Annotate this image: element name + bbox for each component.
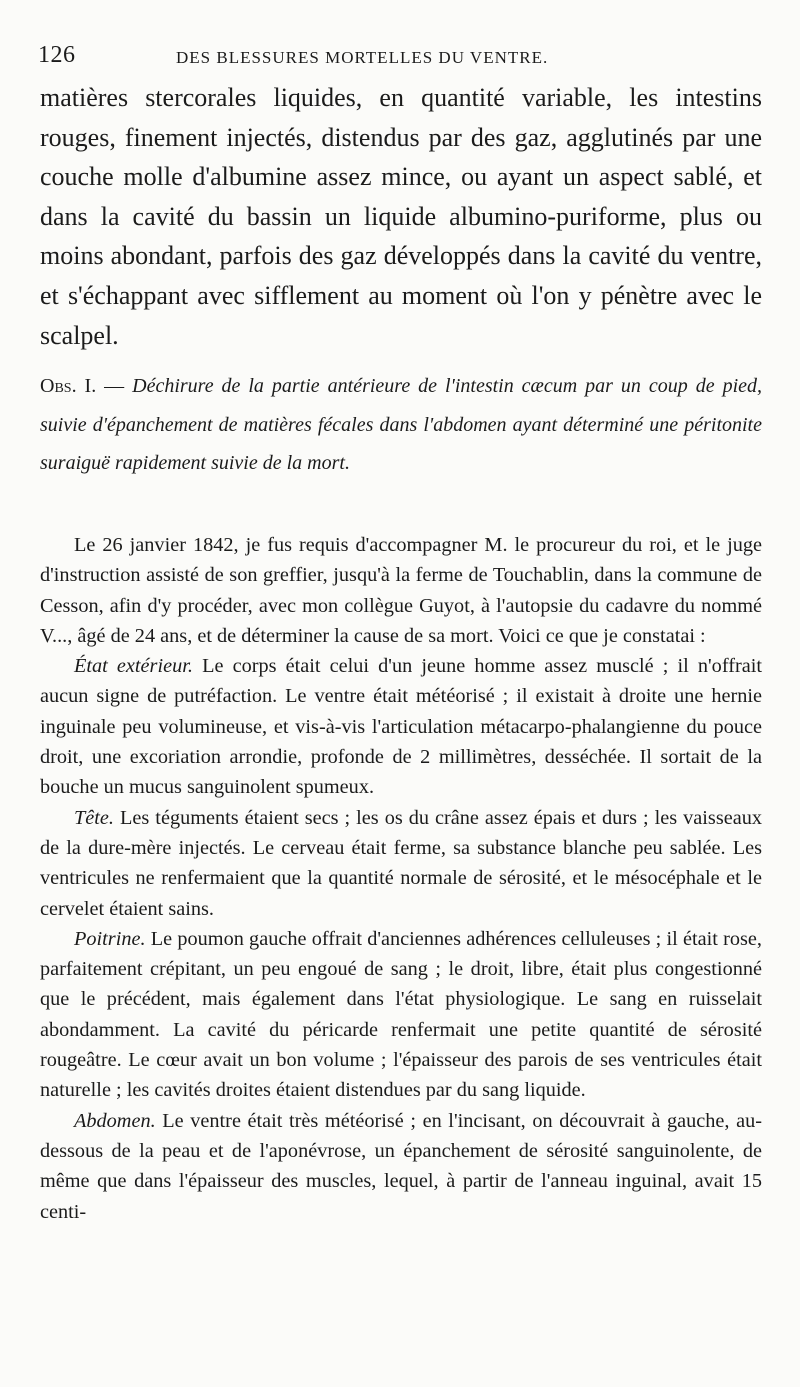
running-title: DES BLESSURES MORTELLES DU VENTRE. — [176, 48, 549, 67]
paragraph-lead: Tête. — [74, 806, 114, 829]
paragraph-requisition — [40, 530, 762, 651]
paragraph-poitrine — [40, 924, 762, 1106]
paragraph-tete — [40, 803, 762, 924]
paragraph-etat-exterieur — [40, 651, 762, 802]
paragraph-text: Le corps était celui d'un jeune homme assez musclé ; il n'offrait aucun signe de putréfaction. Le ventre était météorisé ; il existait à droite une hernie inguinale peu volumineuse, et vis-à-vis l'articulation métacarpo-phalangienne du pouce droit, une excoriation arrondie, profonde de 2 millimètres, desséchée. Il sortait de la bouche un mucus sanguinolent spumeux. — [40, 655, 762, 799]
paragraph-text: Les téguments étaient secs ; les os du crâne assez épais et durs ; les vaisseaux de la dure-mère injectés. Le cerveau était ferme, sa substance blanche peu sablée. Les ventricules ne renfermaient que la quantité normale de sérosité, et le mésocéphale et le cervelet étaient sains. — [40, 806, 762, 920]
observation-label: Obs. I. — — [40, 375, 125, 397]
page-number: 126 — [38, 42, 76, 68]
running-head — [38, 40, 762, 74]
paragraph-lead: Abdomen. — [74, 1109, 156, 1132]
paragraph-text: Le poumon gauche offrait d'anciennes adhérences celluleuses ; il était rose, parfaitement crépitant, un peu engoué de sang ; le droit, libre, était plus congestionné que le précédent, mais également dans l'état physiologique. Le sang en ruisselait abondamment. La cavité du péricarde renfermait une petite quantité de sérosité rougeâtre. Le cœur avait un bon volume ; l'épaisseur des parois de ses ventricules était naturelle ; les cavités droites étaient distendues par du sang liquide. — [40, 927, 762, 1102]
observation-heading — [40, 367, 762, 483]
report-body — [40, 530, 762, 1227]
paragraph-text: Le 26 janvier 1842, je fus requis d'accompagner M. le procureur du roi, et le juge d'instruction assisté de son greffier, jusqu'à la ferme de Touchablin, dans la commune de Cesson, afin d'y procéder, avec mon collègue Guyot, à l'autopsie du cadavre du nommé V..., âgé de 24 ans, et de déterminer la cause de sa mort. Voici ce que je constatai : — [40, 534, 762, 647]
paragraph-lead: Poitrine. — [74, 927, 146, 950]
paragraph-lead: État extérieur. — [74, 655, 193, 678]
intro-paragraph: matières stercorales liquides, en quantité variable, les intestins rouges, finement injectés, distendus par des gaz, agglutinés par une couche molle d'albumine assez mince, ou ayant un aspect sablé, et dans la cavité du bassin un liquide albumino-puriforme, plus ou moins abondant, parfois des gaz développés dans la cavité du ventre, et s'échappant avec sifflement au moment où l'on y pénètre avec le scalpel. — [40, 83, 762, 350]
observation-title: Déchirure de la partie antérieure de l'intestin cæcum par un coup de pied, suivie d'épanchement de matières fécales dans l'abdomen ayant déterminé une péritonite suraiguë rapidement suivie de la mort. — [40, 375, 762, 474]
paragraph-text: Le ventre était très météorisé ; en l'incisant, on découvrait à gauche, au-dessous de la peau et de l'aponévrose, un épanchement de sérosité sanguinolente, de même que dans l'épaisseur des muscles, lequel, à partir de l'anneau inguinal, avait 15 centi- — [40, 1109, 762, 1223]
paragraph-abdomen — [40, 1106, 762, 1227]
